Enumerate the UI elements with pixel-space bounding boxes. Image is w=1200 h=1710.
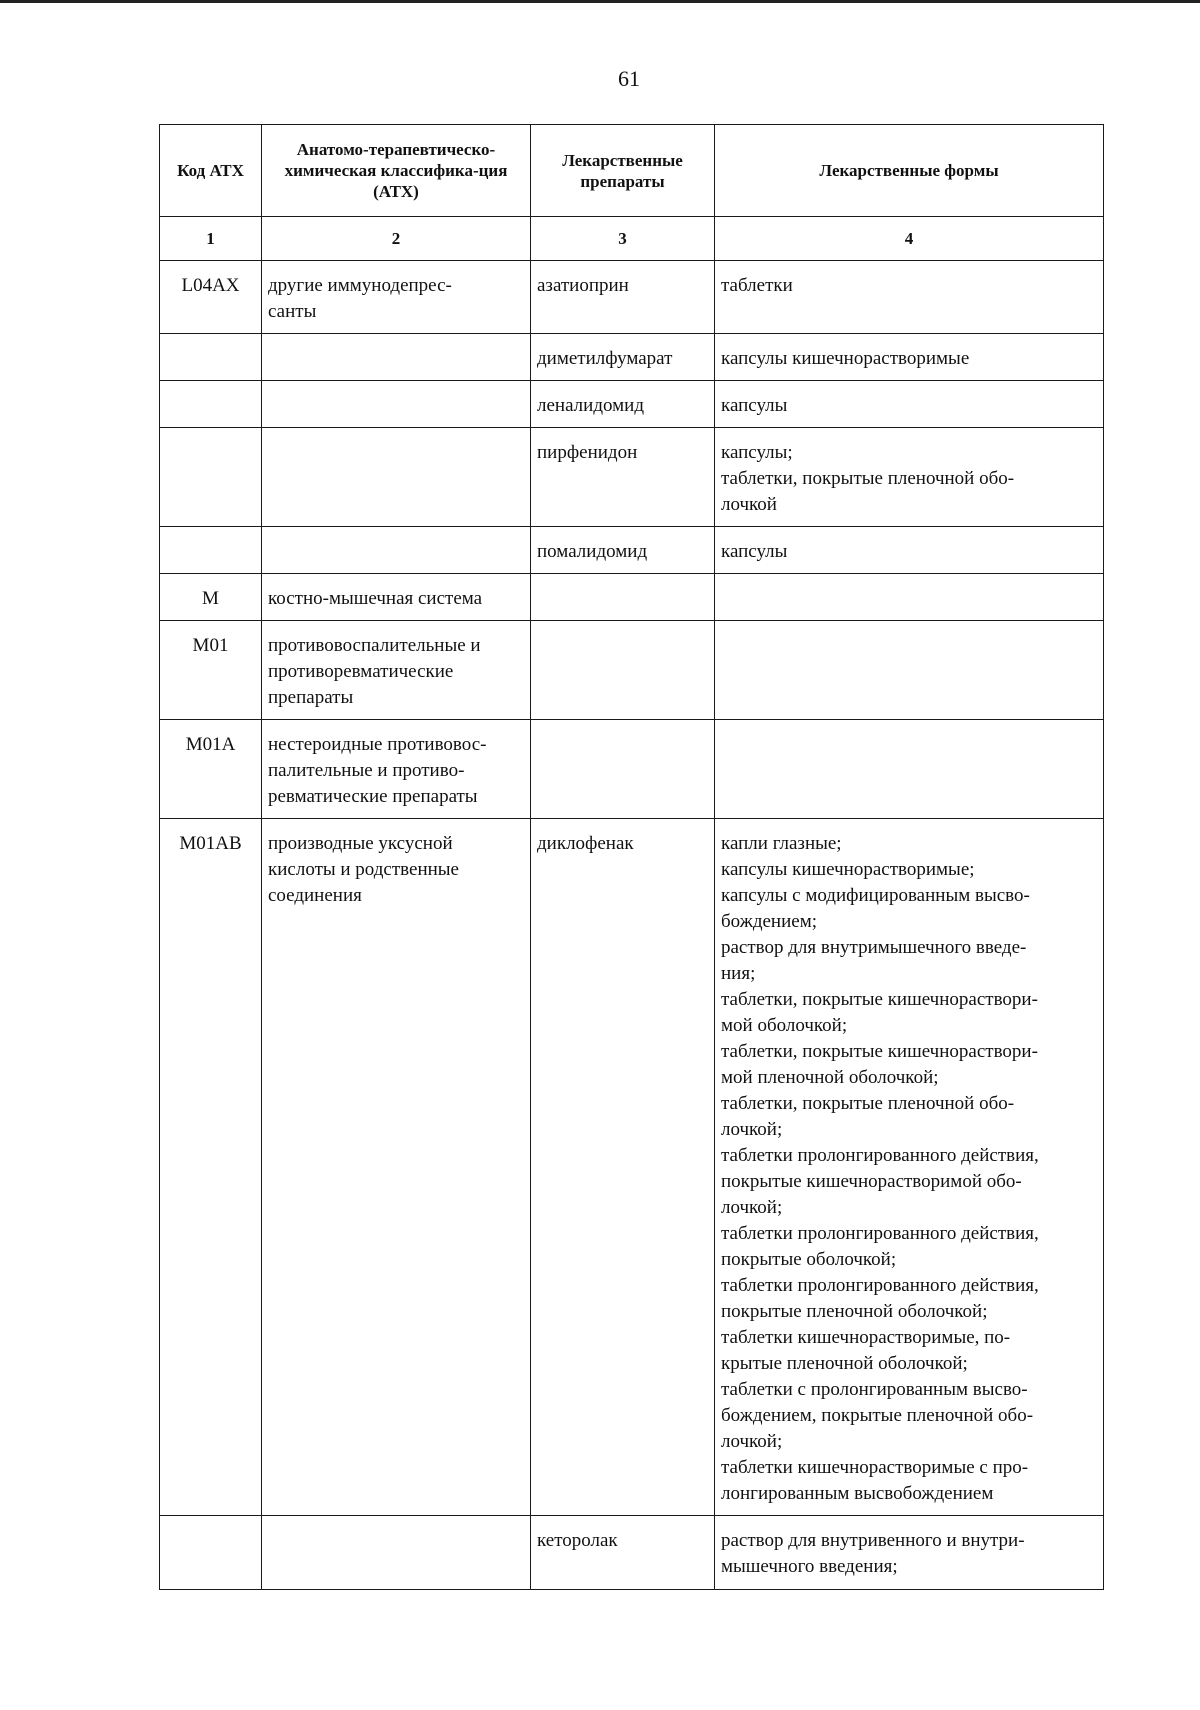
dosage-forms-cell (715, 527, 1104, 574)
dosage-form-line: таблетки кишечнорастворимые с про- (721, 1457, 1029, 1478)
drug-name-text (531, 574, 714, 594)
dosage-forms-cell (715, 720, 1104, 819)
header-drugs: Лекарственные препараты (531, 125, 715, 217)
atx-classification-text: нестероидные противовос- палительные и противо- ревматические препараты (268, 734, 487, 807)
dosage-form-line: таблетки пролонгированного действия, (721, 1223, 1039, 1244)
dosage-form-line: бождением, покрытые пленочной обо- (721, 1405, 1034, 1426)
dosage-form-line: таблетки с пролонгированным высво- (721, 1379, 1028, 1400)
drug-name-cell (531, 527, 715, 574)
dosage-form-line: лочкой (721, 494, 777, 515)
dosage-form-line: капсулы кишечнорастворимые; (721, 859, 975, 880)
drug-name-text: кеторолак (537, 1530, 618, 1551)
table-row (160, 334, 1104, 381)
page-number: 61 (618, 66, 640, 91)
column-number: 4 (715, 217, 1104, 261)
drug-name-text: леналидомид (537, 395, 644, 416)
dosage-form-line: мышечного введения; (721, 1556, 898, 1577)
drug-name-text: диклофенак (537, 833, 634, 854)
atx-classification-cell (262, 334, 531, 381)
dosage-form-line: раствор для внутримышечного введе- (721, 937, 1027, 958)
atx-code-text (160, 381, 261, 401)
atx-classification-cell (262, 1516, 531, 1590)
atx-code-cell (160, 720, 262, 819)
atx-classification-text (262, 428, 530, 448)
dosage-form-line: таблетки, покрытые пленочной обо- (721, 1093, 1015, 1114)
dosage-form-line: таблетки, покрытые кишечнораствори- (721, 1041, 1038, 1062)
dosage-forms-list (715, 819, 1103, 1515)
dosage-form-line: лонгированным высвобождением (721, 1483, 994, 1504)
atx-classification-text: костно-мышечная система (268, 588, 483, 609)
header-code: Код АТХ (160, 125, 262, 217)
dosage-forms-list (715, 527, 1103, 573)
dosage-forms-list (715, 720, 1103, 740)
drug-name-cell (531, 381, 715, 428)
atx-code-cell (160, 574, 262, 621)
column-number: 1 (160, 217, 262, 261)
dosage-forms-cell (715, 261, 1104, 334)
table-row (160, 261, 1104, 334)
table-row (160, 428, 1104, 527)
drug-name-cell (531, 428, 715, 527)
atx-classification-cell (262, 819, 531, 1516)
drug-name-text: азатиоприн (537, 275, 629, 296)
drug-name-text (531, 621, 714, 641)
drug-name-text: пирфенидон (537, 442, 638, 463)
dosage-forms-list (715, 574, 1103, 594)
atx-classification-text: другие иммунодепрес- санты (268, 275, 452, 322)
atx-code-cell (160, 527, 262, 574)
column-number: 2 (262, 217, 531, 261)
table-row (160, 1516, 1104, 1590)
dosage-forms-cell (715, 1516, 1104, 1590)
atx-classification-cell (262, 381, 531, 428)
dosage-form-line: таблетки, покрытые пленочной обо- (721, 468, 1015, 489)
atx-code-text (160, 527, 261, 547)
drug-name-cell (531, 621, 715, 720)
dosage-form-line: таблетки пролонгированного действия, (721, 1145, 1039, 1166)
dosage-forms-cell (715, 428, 1104, 527)
column-number-row (160, 217, 1104, 261)
dosage-form-line: капсулы (721, 395, 788, 416)
atx-code-text: M01AB (179, 833, 242, 854)
dosage-form-line: лочкой; (721, 1197, 783, 1218)
dosage-form-line: бождением; (721, 911, 817, 932)
drug-name-cell (531, 720, 715, 819)
dosage-form-line: капсулы с модифицированным высво- (721, 885, 1030, 906)
drug-name-cell (531, 261, 715, 334)
atx-classification-cell (262, 720, 531, 819)
atx-classification-cell (262, 428, 531, 527)
atx-code-cell (160, 1516, 262, 1590)
dosage-forms-cell (715, 819, 1104, 1516)
header-classification: Анатомо-терапевтическо-химическая классифика-ция (АТХ) (262, 125, 531, 217)
atx-classification-text (262, 381, 530, 401)
atx-classification-text (262, 1516, 530, 1536)
drug-name-cell (531, 574, 715, 621)
atx-classification-text: производные уксусной кислоты и родственные соединения (268, 833, 459, 906)
atx-code-text (160, 1516, 261, 1536)
atx-classification-text: противовоспалительные и противоревматические препараты (268, 635, 481, 708)
dosage-form-line: таблетки кишечнорастворимые, по- (721, 1327, 1011, 1348)
dosage-form-line: ния; (721, 963, 756, 984)
table-row (160, 527, 1104, 574)
atx-classification-cell (262, 621, 531, 720)
dosage-form-line: мой оболочкой; (721, 1015, 848, 1036)
atx-code-text: M01 (192, 635, 229, 656)
atx-code-cell (160, 261, 262, 334)
table-row (160, 621, 1104, 720)
atx-code-text: L04AX (181, 275, 240, 296)
dosage-forms-cell (715, 381, 1104, 428)
dosage-form-line: мой пленочной оболочкой; (721, 1067, 939, 1088)
dosage-forms-list (715, 334, 1103, 380)
atx-classification-text (262, 527, 530, 547)
dosage-form-line: крытые пленочной оболочкой; (721, 1353, 968, 1374)
atx-code-text (160, 428, 261, 448)
drug-name-text: диметилфумарат (537, 348, 673, 369)
dosage-form-line: капсулы кишечнорастворимые (721, 348, 970, 369)
dosage-forms-list (715, 261, 1103, 307)
header-forms: Лекарственные формы (715, 125, 1104, 217)
dosage-forms-cell (715, 574, 1104, 621)
dosage-form-line: капсулы (721, 541, 788, 562)
atx-code-cell (160, 381, 262, 428)
drug-name-cell (531, 819, 715, 1516)
dosage-forms-cell (715, 334, 1104, 381)
atx-code-cell (160, 819, 262, 1516)
atx-classification-cell (262, 527, 531, 574)
drug-name-cell (531, 1516, 715, 1590)
dosage-form-line: таблетки, покрытые кишечнораствори- (721, 989, 1038, 1010)
table-row (160, 819, 1104, 1516)
table-row (160, 574, 1104, 621)
atx-code-text (160, 334, 261, 354)
header-row (160, 125, 1104, 217)
dosage-form-line: капли глазные; (721, 833, 842, 854)
atx-code-cell (160, 334, 262, 381)
dosage-forms-list (715, 428, 1103, 526)
dosage-form-line: таблетки (721, 275, 793, 296)
atx-code-text: M (202, 588, 219, 609)
atx-code-cell (160, 428, 262, 527)
dosage-form-line: капсулы; (721, 442, 793, 463)
dosage-form-line: таблетки пролонгированного действия, (721, 1275, 1039, 1296)
atx-classification-cell (262, 574, 531, 621)
dosage-form-line: покрытые кишечнорастворимой обо- (721, 1171, 1022, 1192)
dosage-forms-list (715, 621, 1103, 641)
drug-name-text (531, 720, 714, 740)
dosage-form-line: лочкой; (721, 1119, 783, 1140)
atx-code-cell (160, 621, 262, 720)
dosage-forms-list (715, 381, 1103, 427)
drug-name-text: помалидомид (537, 541, 648, 562)
atx-classification-text (262, 334, 530, 354)
column-number: 3 (531, 217, 715, 261)
top-border-line (0, 0, 1200, 3)
dosage-form-line: покрытые оболочкой; (721, 1249, 897, 1270)
drug-name-cell (531, 334, 715, 381)
dosage-forms-list (715, 1516, 1103, 1588)
atx-classification-cell (262, 261, 531, 334)
dosage-form-line: покрытые пленочной оболочкой; (721, 1301, 988, 1322)
dosage-forms-cell (715, 621, 1104, 720)
table-row (160, 381, 1104, 428)
table-row (160, 720, 1104, 819)
dosage-form-line: раствор для внутривенного и внутри- (721, 1530, 1025, 1551)
atx-table (159, 124, 1104, 1590)
atx-code-text: M01A (185, 734, 236, 755)
dosage-form-line: лочкой; (721, 1431, 783, 1452)
